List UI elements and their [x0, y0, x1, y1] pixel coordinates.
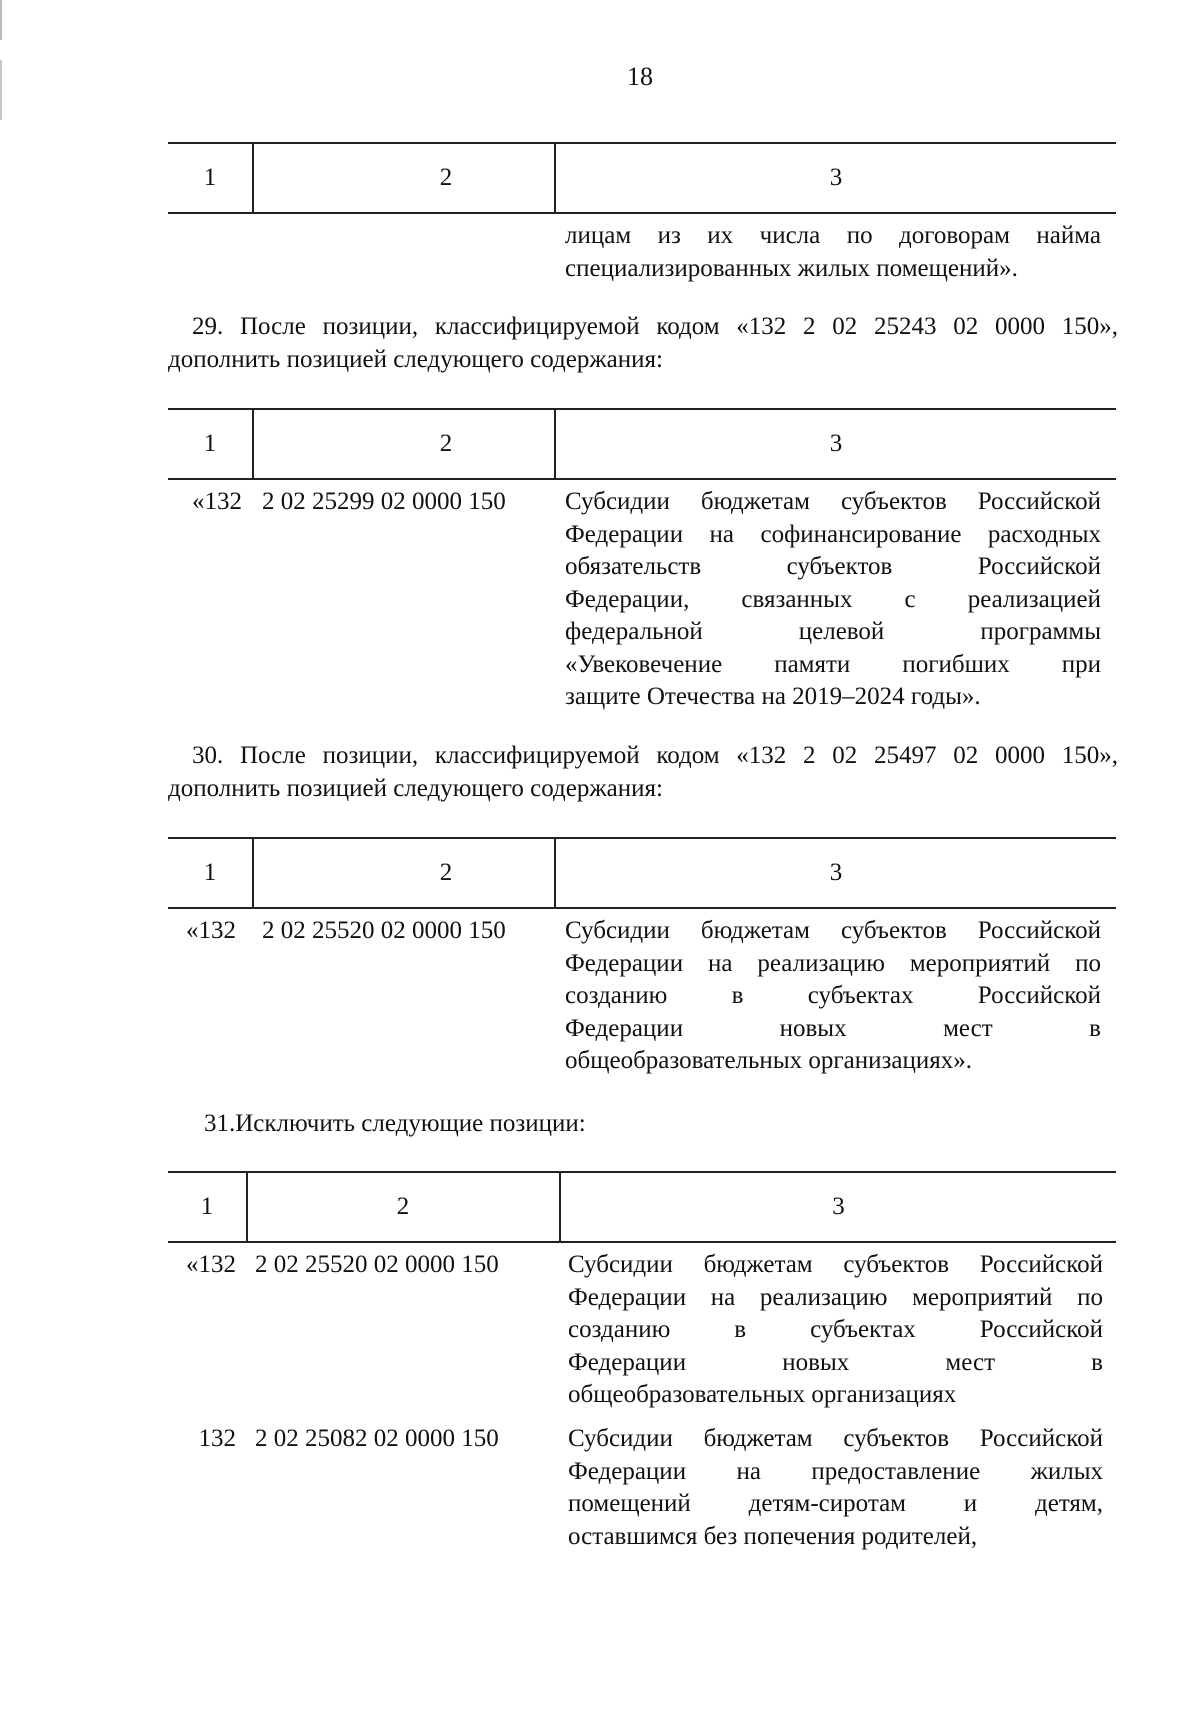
description-line: Субсидии бюджетам субъектов Российской: [565, 917, 1101, 944]
paragraph-29: [168, 310, 1118, 376]
row-description: [565, 486, 1101, 714]
paragraph-line: дополнить позицией следующего содержания:: [168, 346, 663, 373]
col-header-3: 3: [829, 164, 843, 191]
row-code-admin: «132: [186, 1251, 236, 1278]
description-line: Федерации новых мест в: [568, 1348, 1103, 1376]
paragraph-line: 29. После позиции, классифицируемой кодом «132 2 02 25243 02 0000 150»,: [192, 313, 1118, 340]
col-header-2: 2: [439, 164, 453, 191]
description-line: общеобразовательных организациях: [568, 1381, 957, 1408]
description-line: Субсидии бюджетам субъектов Российской: [568, 1251, 1103, 1278]
row-description: [568, 1423, 1103, 1553]
paragraph-30: [168, 739, 1118, 805]
table-row: [168, 480, 1116, 720]
table-row: [168, 1243, 1116, 1423]
table-header: [168, 839, 1116, 909]
description-line: Субсидии бюджетам субъектов Российской: [568, 1425, 1103, 1452]
description-line: Федерации на реализацию мероприятий по: [568, 1283, 1103, 1311]
row-code-admin: 132: [198, 1425, 236, 1452]
table-header: [168, 1173, 1116, 1243]
description-line: Федерации, связанных с реализацией: [565, 585, 1101, 613]
col-header-3: 3: [829, 430, 843, 457]
description-line: Федерации новых мест в: [565, 1014, 1101, 1042]
col-header-2: 2: [396, 1193, 410, 1220]
row-description: [565, 220, 1101, 285]
description-line: Федерации на софинансирование расходных: [565, 520, 1101, 548]
table-item-29: [168, 408, 1116, 720]
table-row: [168, 214, 1116, 289]
description-line: созданию в субъектах Российской: [565, 982, 1101, 1009]
table-header: [168, 410, 1116, 480]
col-header-2: 2: [439, 430, 453, 457]
table-continuation: [168, 142, 1116, 289]
col-header-1: 1: [203, 859, 217, 886]
description-line: оставшимся без попечения родителей,: [568, 1522, 978, 1550]
description-line: общеобразовательных организациях».: [565, 1047, 972, 1074]
table-header: [168, 144, 1116, 214]
col-header-3: 3: [829, 859, 843, 886]
table-row: [168, 1423, 1116, 1573]
row-code-income: 2 02 25520 02 0000 150: [262, 917, 506, 944]
description-line: Федерации на реализацию мероприятий по: [565, 949, 1101, 977]
description-line: обязательств субъектов Российской: [565, 553, 1101, 580]
paragraph-31: 31.Исключить следующие позиции:: [204, 1110, 586, 1137]
row-code-income: 2 02 25520 02 0000 150: [255, 1251, 499, 1278]
col-header-2: 2: [439, 859, 453, 886]
col-header-1: 1: [203, 430, 217, 457]
row-code-admin: «132: [186, 917, 236, 944]
col-header-3: 3: [832, 1193, 845, 1220]
row-code-admin: «132: [192, 488, 242, 515]
description-line: помещений детям-сиротам и детям,: [568, 1490, 1103, 1517]
table-item-31: [168, 1171, 1116, 1573]
col-header-1: 1: [200, 1193, 214, 1220]
row-code-income: 2 02 25299 02 0000 150: [262, 488, 506, 515]
description-line: защите Отечества на 2019–2024 годы».: [565, 683, 981, 710]
description-line: Субсидии бюджетам субъектов Российской: [565, 488, 1101, 515]
paragraph-line: 30. После позиции, классифицируемой кодом «132 2 02 25497 02 0000 150»,: [192, 742, 1118, 769]
paragraph-line: дополнить позицией следующего содержания:: [168, 775, 663, 802]
description-line: «Увековечение памяти погибших при: [565, 650, 1101, 678]
table-item-30: [168, 837, 1116, 1084]
page-number: 18: [627, 62, 653, 91]
row-code-income: 2 02 25082 02 0000 150: [255, 1425, 499, 1452]
description-line: специализированных жилых помещений».: [565, 254, 1018, 282]
description-line: созданию в субъектах Российской: [568, 1316, 1103, 1343]
row-description: [565, 915, 1101, 1078]
description-line: Федерации на предоставление жилых: [568, 1457, 1103, 1485]
scan-edge-artifact: [0, 0, 2, 1713]
row-description: [568, 1249, 1103, 1412]
description-line: федеральной целевой программы: [565, 618, 1101, 645]
col-header-1: 1: [203, 164, 217, 191]
description-line: лицам из их числа по договорам найма: [565, 222, 1101, 249]
table-row: [168, 909, 1116, 1084]
